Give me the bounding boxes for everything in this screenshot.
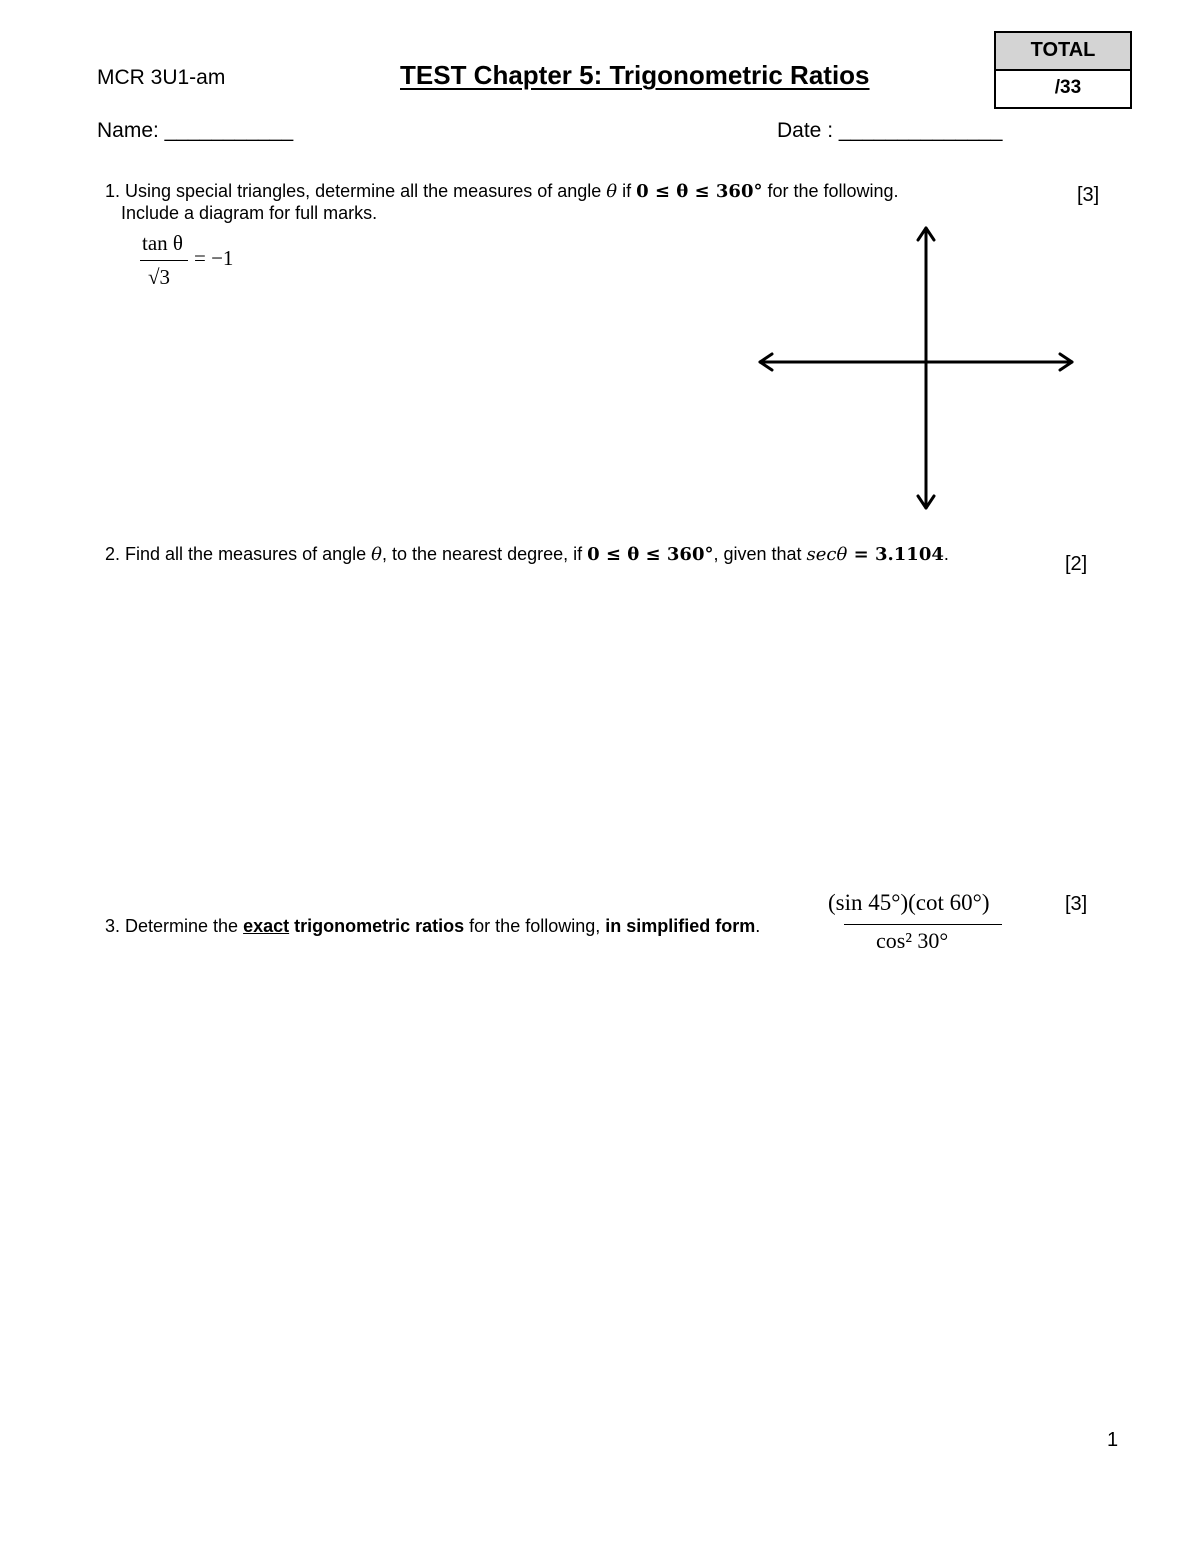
question-3-equation — [828, 890, 1008, 960]
q2-theta: θ — [371, 544, 382, 565]
page-title: TEST Chapter 5: Trigonometric Ratios — [400, 60, 870, 90]
total-label: TOTAL — [996, 33, 1130, 71]
q3-simplified: in simplified form — [605, 916, 756, 936]
q1-range: 0 ≤ θ ≤ 360° — [636, 181, 763, 202]
q2-range: 0 ≤ θ ≤ 360° — [587, 544, 714, 565]
q3-trig-ratios: trigonometric ratios — [294, 916, 465, 936]
page-number: 1 — [1107, 1429, 1119, 1451]
total-score-box — [994, 31, 1132, 109]
q2-text-a: 2. Find all the measures of angle — [105, 544, 372, 564]
coordinate-axes-diagram — [750, 222, 1084, 514]
q2-sec-value: = 3.1104 — [847, 544, 944, 565]
question-1-instruction: Include a diagram for full marks. — [121, 203, 378, 223]
q3-fraction-bar — [844, 924, 1002, 925]
q1-eq-denominator: √3 — [148, 265, 171, 289]
q1-fraction-bar — [140, 260, 188, 261]
q3-text-c: for the following, — [464, 916, 606, 936]
question-1-equation — [138, 231, 258, 295]
q1-text-c: for the following. — [762, 181, 899, 201]
question-1-marks: [3] — [1077, 184, 1100, 206]
question-1-text — [105, 181, 899, 202]
question-2-text — [105, 544, 949, 565]
course-code: MCR 3U1-am — [97, 66, 226, 89]
q3-text-d: . — [755, 916, 761, 936]
q3-exact: exact — [243, 916, 290, 936]
q3-eq-numerator: (sin 45°)(cot 60°) — [828, 890, 990, 915]
question-2-marks: [2] — [1065, 553, 1088, 575]
question-3-text — [105, 916, 760, 937]
q2-text-c: , given that — [713, 544, 807, 564]
question-3-marks: [3] — [1065, 893, 1088, 915]
q1-eq-rhs: = −1 — [194, 246, 234, 270]
q3-eq-denominator: cos² 30° — [876, 928, 949, 953]
q1-theta: θ — [606, 181, 618, 202]
q2-text-b: , to the nearest degree, if — [382, 544, 588, 564]
q2-sec-expr: secθ — [806, 544, 848, 565]
total-value: /33 — [1054, 77, 1082, 98]
q1-eq-numerator: tan θ — [142, 231, 183, 255]
name-field: Name: ___________ — [97, 119, 294, 142]
date-field: Date : ______________ — [777, 119, 1003, 142]
q2-text-d: . — [943, 544, 949, 564]
q3-text-a: 3. Determine the — [105, 916, 244, 936]
q1-text-b: if — [617, 181, 637, 201]
q1-text-a: 1. Using special triangles, determine all the measures of angle — [105, 181, 607, 201]
